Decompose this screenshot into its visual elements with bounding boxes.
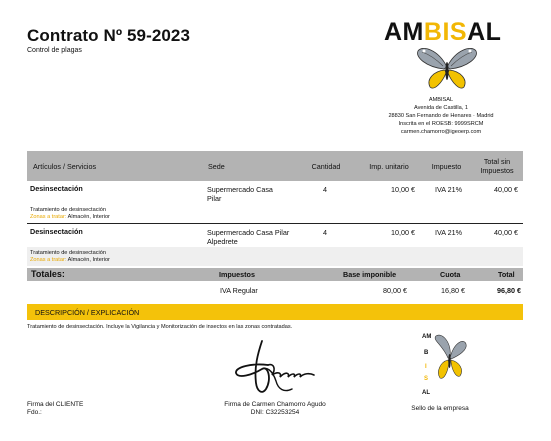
row2-sede: Supermercado Casa Pilar Alpedrete — [207, 228, 290, 246]
company-info — [365, 96, 517, 136]
row1-impuesto: IVA 21% — [435, 185, 463, 194]
row2-unitario: 10,00 € — [391, 228, 415, 237]
row2-name: Desinsectación — [30, 227, 83, 236]
totals-header — [27, 268, 523, 281]
totals-total: 96,80 € — [497, 286, 521, 295]
col-header-cantidad: Cantidad — [311, 161, 341, 171]
seal-letter-5: AL — [422, 390, 430, 396]
client-signature-fdo: Fdo.: — [27, 409, 42, 416]
row2-zones — [30, 257, 110, 264]
seal-letter-2: B — [424, 350, 429, 356]
signer-dni: DNI: C32253254 — [250, 409, 300, 416]
row1-sede: Supermercado Casa Pilar — [207, 185, 273, 203]
row2-impuesto: IVA 21% — [435, 228, 463, 237]
col-header-total: Total sin Impuestos — [480, 157, 514, 175]
company-logo-text — [384, 18, 501, 47]
totals-title: Totales: — [31, 269, 65, 279]
totals-tax-name: IVA Regular — [220, 286, 258, 295]
company-name: AMBISAL — [428, 97, 454, 103]
client-signature-label — [27, 401, 83, 417]
signer-signature-label — [200, 401, 350, 417]
logo-highlight: BIS — [423, 18, 468, 46]
company-address: Avenida de Castilla, 1 — [413, 105, 468, 111]
row1-zones-value: Almacén, Interior — [67, 214, 110, 220]
description-text: Tratamiento de desinsectación. Incluye la Vigilancia y Monitorización de insectos en las zonas contratadas. — [27, 324, 293, 330]
totals-cuota: 16,80 € — [441, 286, 465, 295]
items-table-header — [27, 151, 523, 181]
logo-prefix: AM — [384, 18, 424, 46]
row1-cantidad: 4 — [323, 185, 327, 194]
description-header — [27, 304, 523, 320]
signer-name: Firma de Carmen Chamorro Agudo — [224, 401, 326, 408]
row1-detail: Tratamiento de desinsectación — [30, 207, 106, 213]
col-header-unitario: Imp. unitario — [369, 161, 409, 171]
row2-total: 40,00 € — [494, 228, 518, 237]
totals-row — [27, 284, 523, 298]
row1-zones — [30, 214, 110, 221]
row1-total: 40,00 € — [494, 185, 518, 194]
row2-zones-value: Almacén, Interior — [67, 257, 110, 263]
col-header-sede: Sede — [208, 161, 225, 171]
col-header-impuesto: Impuesto — [431, 161, 462, 171]
logo-suffix: AL — [467, 18, 502, 46]
row2-detail: Tratamiento de desinsectación — [30, 250, 106, 256]
company-city: 28830 San Fernando de Henares · Madrid — [388, 113, 494, 119]
totals-col-impuestos: Impuestos — [219, 270, 255, 279]
client-signature-title: Firma del CLIENTE — [27, 401, 84, 408]
row1-zones-label: Zonas a tratar: — [30, 214, 67, 220]
row1-name: Desinsectación — [30, 184, 83, 193]
totals-col-cuota: Cuota — [440, 270, 461, 279]
handwritten-signature — [232, 339, 324, 401]
contract-subtitle: Control de plagas — [27, 47, 82, 54]
company-seal-icon — [418, 332, 468, 398]
row2-zones-label: Zonas a tratar: — [30, 257, 67, 263]
totals-base: 80,00 € — [383, 286, 407, 295]
seal-letter-4: S — [424, 376, 429, 382]
seal-letter-1: AM — [422, 334, 432, 340]
description-heading: DESCRIPCIÓN / EXPLICACIÓN — [35, 308, 140, 317]
row1-unitario: 10,00 € — [391, 185, 415, 194]
col-header-articulos: Artículos / Servicios — [33, 161, 97, 171]
seal-letter-3: I — [425, 364, 427, 370]
company-seal-label: Sello de la empresa — [411, 405, 469, 412]
company-email: carmen.chamorro@igeoerp.com — [400, 129, 482, 135]
contract-title: Contrato Nº 59-2023 — [27, 26, 191, 45]
totals-col-base: Base imponible — [343, 270, 397, 279]
totals-col-total: Total — [498, 270, 515, 279]
row2-cantidad: 4 — [323, 228, 327, 237]
butterfly-logo-icon — [416, 45, 478, 91]
company-roesb: Inscrita en el ROESB: 9999SRCM — [398, 121, 484, 127]
row-separator — [27, 223, 523, 224]
